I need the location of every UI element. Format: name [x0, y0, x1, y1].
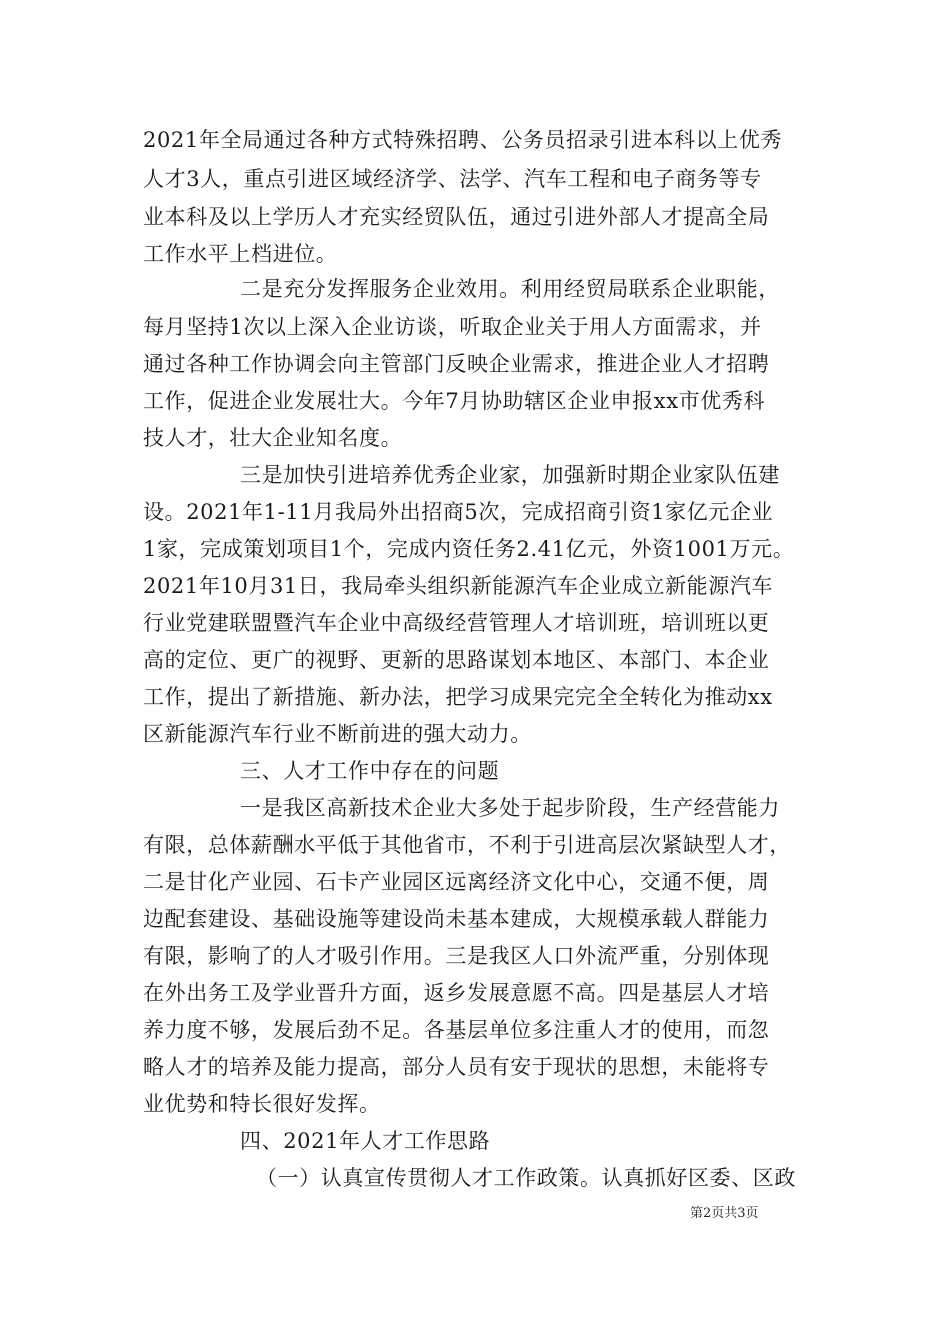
text-line: 2021年全局通过各种方式特殊招聘、公务员招录引进本科以上优秀: [143, 128, 783, 152]
text-line: 在外出务工及学业晋升方面，返乡发展意愿不高。四是基层人才培: [143, 981, 770, 1005]
text-line: 1家，完成策划项目1个，完成内资任务2.41亿元，外资1001万元。: [143, 537, 795, 561]
text-line: 工作水平上档进位。: [143, 242, 338, 266]
text-line: 技人才，壮大企业知名度。: [143, 426, 403, 450]
text-line: 高的定位、更广的视野、更新的思路谋划本地区、本部门、本企业: [143, 648, 770, 672]
text-line: 养力度不够，发展后劲不足。各基层单位多注重人才的使用，而忽: [143, 1018, 770, 1042]
text-line: 工作，提出了新措施、新办法，把学习成果完完全全转化为推动xx: [143, 685, 773, 709]
text-line: 有限，总体薪酬水平低于其他省市，不利于引进高层次紧缺型人才，: [143, 833, 791, 857]
paragraph-start-line: 二是充分发挥服务企业效用。利用经贸局联系企业职能，: [240, 277, 780, 301]
text-line: 行业党建联盟暨汽车企业中高级经营管理人才培训班，培训班以更: [143, 611, 770, 635]
text-line: 工作，促进企业发展壮大。今年7月协助辖区企业申报xx市优秀科: [143, 389, 766, 413]
text-line: 通过各种工作协调会向主管部门反映企业需求，推进企业人才招聘: [143, 352, 770, 376]
text-line: 业优势和特长很好发挥。: [143, 1092, 381, 1116]
text-line: 略人才的培养及能力提高，部分人员有安于现状的思想，未能将专: [143, 1055, 770, 1079]
text-line: 2021年10月31日，我局牵头组织新能源汽车企业成立新能源汽车: [143, 574, 774, 598]
section-heading: 四、2021年人才工作思路: [240, 1129, 491, 1153]
text-line: 设。2021年1-11月我局外出招商5次，完成招商引资1家亿元企业: [143, 500, 774, 524]
text-line: 有限，影响了的人才吸引作用。三是我区人口外流严重，分别体现: [143, 944, 770, 968]
page-number-footer: 第2页共3页: [690, 1206, 759, 1221]
text-line: 二是甘化产业园、石卡产业园区远离经济文化中心，交通不便，周: [143, 870, 770, 894]
text-line: 人才3人，重点引进区域经济学、法学、汽车工程和电子商务等专: [143, 167, 762, 191]
paragraph-start-line: （一）认真宣传贯彻人才工作政策。认真抓好区委、区政: [256, 1166, 796, 1190]
section-heading: 三、人才工作中存在的问题: [240, 759, 500, 783]
paragraph-start-line: 三是加快引进培养优秀企业家，加强新时期企业家队伍建: [240, 463, 780, 487]
text-line: 业本科及以上学历人才充实经贸队伍，通过引进外部人才提高全局: [143, 205, 770, 229]
text-line: 边配套建设、基础设施等建设尚未基本建成，大规模承载人群能力: [143, 907, 770, 931]
text-line: 每月坚持1次以上深入企业访谈，听取企业关于用人方面需求，并: [143, 315, 762, 339]
text-line: 区新能源汽车行业不断前进的强大动力。: [143, 722, 532, 746]
paragraph-start-line: 一是我区高新技术企业大多处于起步阶段，生产经营能力: [240, 796, 780, 820]
